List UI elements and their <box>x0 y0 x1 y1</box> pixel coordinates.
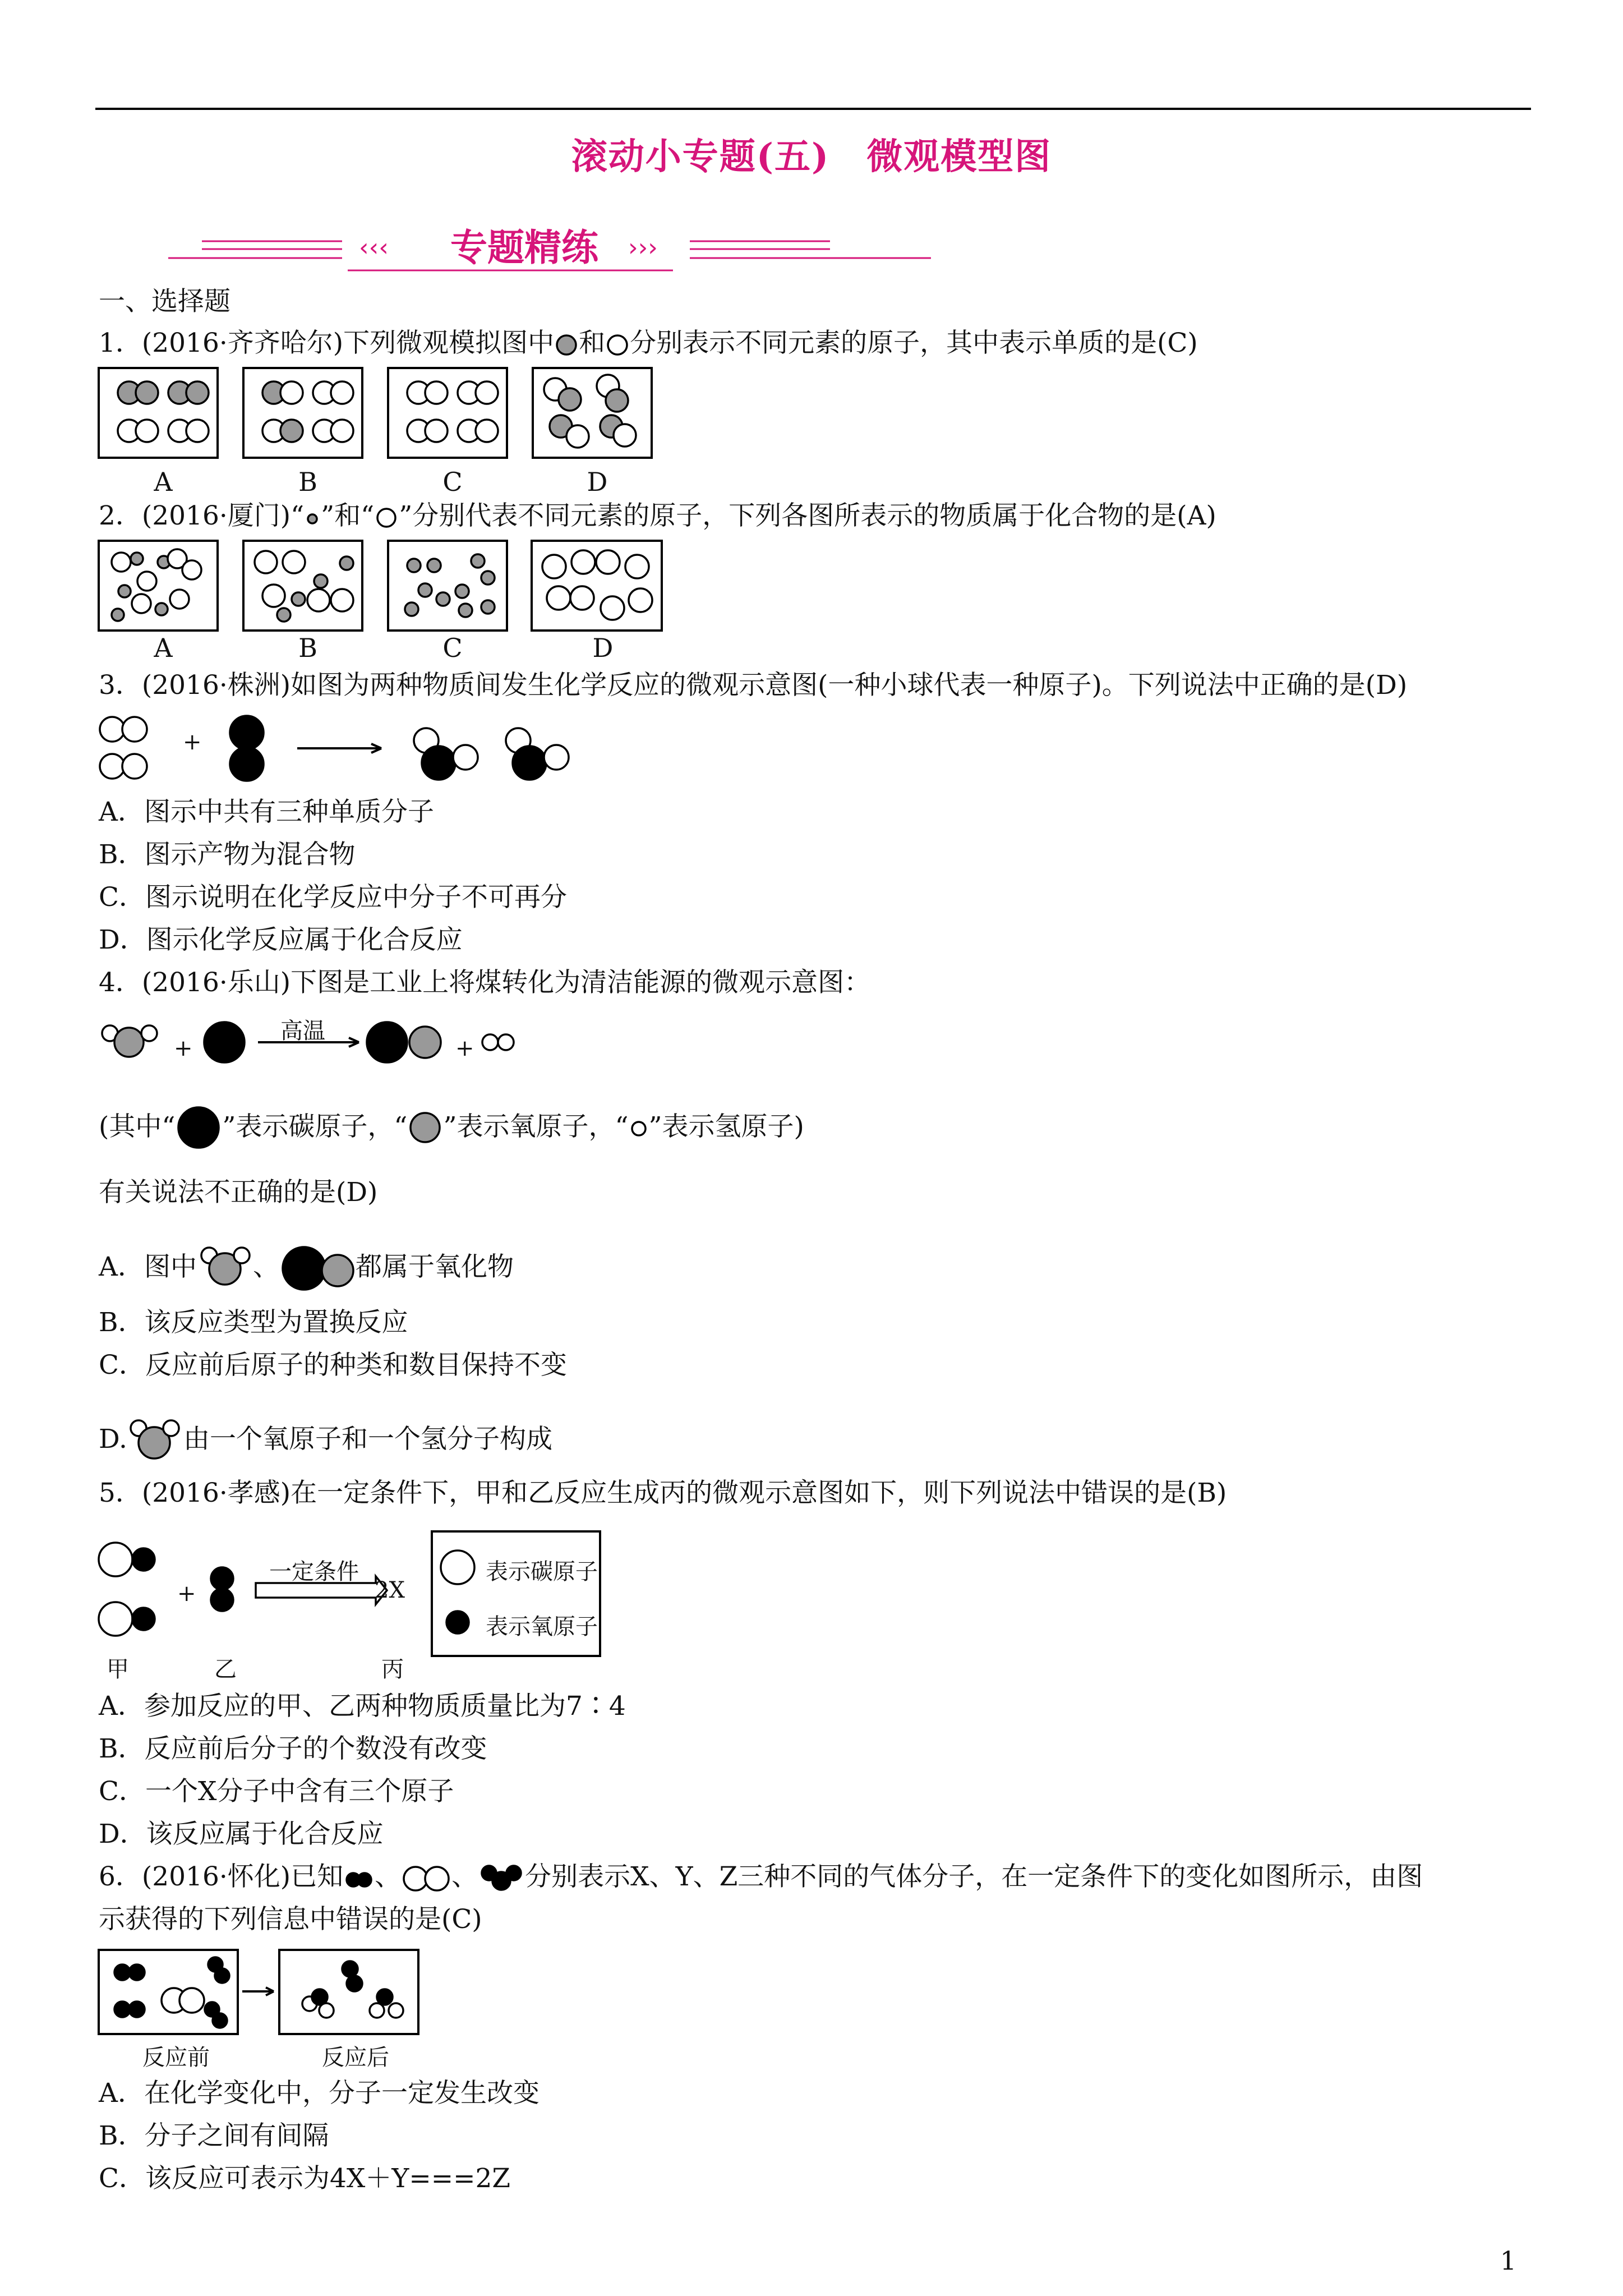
carbon-atom-icon <box>175 1105 222 1152</box>
page-number: 1 <box>1500 2246 1516 2276</box>
q1-label-d: D <box>587 467 608 497</box>
q5-label-bing: 丙 <box>381 1657 404 1682</box>
q5-label-yi: 乙 <box>214 1657 237 1682</box>
gray-atom-icon <box>554 333 579 357</box>
oxygen-atom-icon <box>407 1111 443 1147</box>
q5-legend-carbon: 表示碳原子 <box>486 1559 598 1585</box>
q4-plus-1: + <box>174 1036 193 1061</box>
x-molecule-icon <box>343 1867 375 1890</box>
q5-plus: + <box>177 1581 196 1607</box>
banner-title: 专题精练 <box>450 226 598 269</box>
section-heading: 一、选择题 <box>99 286 230 317</box>
q2-label-d: D <box>592 633 614 663</box>
q1-label-a: A <box>154 467 173 497</box>
q4-question: 有关说法不正确的是(D) <box>99 1177 378 1208</box>
question-6-line-2: 示获得的下列信息中错误的是(C) <box>99 1904 482 1935</box>
q6-option-a: A．在化学变化中，分子一定发生改变 <box>99 2078 540 2109</box>
q2-figures <box>95 537 679 638</box>
question-3: 3．(2016·株洲)如图为两种物质间发生化学反应的微观示意图(一种小球代表一种原子)。下列说法中正确的是(D) <box>99 670 1408 701</box>
q3-option-d: D．图示化学反应属于化合反应 <box>99 924 463 955</box>
svg-text:›››: ››› <box>628 233 658 262</box>
q1-label-c: C <box>442 467 463 497</box>
q5-option-b: B．反应前后分子的个数没有改变 <box>99 1733 487 1764</box>
q3-option-b: B．图示产物为混合物 <box>99 839 356 870</box>
q4-option-b: B．该反应类型为置换反应 <box>99 1307 408 1338</box>
white-atom-icon <box>605 333 630 357</box>
water-molecule-icon <box>197 1241 253 1297</box>
q5-option-a: A．参加反应的甲、乙两种物质质量比为7∶4 <box>99 1691 626 1722</box>
q6-option-c: C．该反应可表示为4X＋Y===2Z <box>99 2163 511 2194</box>
svg-text:‹‹‹: ‹‹‹ <box>359 233 389 262</box>
top-rule <box>95 108 1531 110</box>
q1-label-b: B <box>298 467 317 497</box>
q4-option-d: D. 由一个氧原子和一个氢分子构成 <box>99 1416 552 1466</box>
question-2: 2．(2016·厦门)“ ”和“ ”分别代表不同元素的原子，下列各图所表示的物质属于化合物的是(A) <box>99 500 1216 531</box>
page-title: 滚动小专题(五) 微观模型图 <box>571 136 1052 178</box>
white-atom-icon <box>374 505 399 530</box>
section-banner <box>168 213 942 275</box>
small-gray-atom-icon <box>304 507 321 529</box>
q3-plus: + <box>183 729 202 755</box>
q4-plus-2: + <box>455 1036 474 1061</box>
q3-option-c: C．图示说明在化学反应中分子不可再分 <box>99 882 567 913</box>
q3-reaction-diagram <box>95 708 578 798</box>
q1-figures <box>95 365 667 466</box>
q4-option-a: A．图中 、 都属于氧化物 <box>99 1241 514 1297</box>
water-molecule-icon <box>127 1416 183 1466</box>
question-5: 5．(2016·孝感)在一定条件下，甲和乙反应生成丙的微观示意图如下，则下列说法中错误的是(B) <box>99 1478 1227 1508</box>
q2-label-c: C <box>442 633 463 663</box>
q5-option-c: C．一个X分子中含有三个原子 <box>99 1776 454 1807</box>
question-1: 1．(2016·齐齐哈尔)下列微观模拟图中 和 分别表示不同元素的原子，其中表示单质的是(C) <box>99 328 1198 358</box>
q5-product: 2X <box>375 1577 405 1603</box>
q2-label-a: A <box>154 633 173 663</box>
co-molecule-icon <box>279 1244 356 1294</box>
hydrogen-atom-icon <box>629 1119 649 1139</box>
q4-condition: 高温 <box>280 1018 325 1044</box>
z-molecule-icon <box>478 1863 525 1894</box>
q4-legend-note: (其中“ ”表示碳原子，“ ”表示氧原子，“ ”表示氢原子) <box>99 1105 804 1152</box>
question-4: 4．(2016·乐山)下图是工业上将煤转化为清洁能源的微观示意图： <box>99 967 871 998</box>
question-6-line-1: 6．(2016·怀化)已知 、 、 分别表示X、Y、Z三种不同的气体分子，在一定条件下的变化如图所示，由图 <box>99 1860 1423 1894</box>
q6-option-b: B．分子之间有间隔 <box>99 2120 329 2151</box>
q6-label-before: 反应前 <box>142 2045 210 2070</box>
q2-label-b: B <box>298 633 317 663</box>
q4-option-c: C．反应前后原子的种类和数目保持不变 <box>99 1350 567 1381</box>
y-molecule-icon <box>401 1865 451 1893</box>
q6-label-after: 反应后 <box>322 2045 389 2070</box>
q5-legend-oxygen: 表示氧原子 <box>486 1614 598 1640</box>
q5-option-d: D．该反应属于化合反应 <box>99 1819 384 1849</box>
q5-label-jia: 甲 <box>107 1657 129 1682</box>
q6-reaction-diagram <box>95 1947 443 2042</box>
q5-condition: 一定条件 <box>269 1559 359 1585</box>
q3-option-a: A．图示中共有三种单质分子 <box>99 797 434 827</box>
